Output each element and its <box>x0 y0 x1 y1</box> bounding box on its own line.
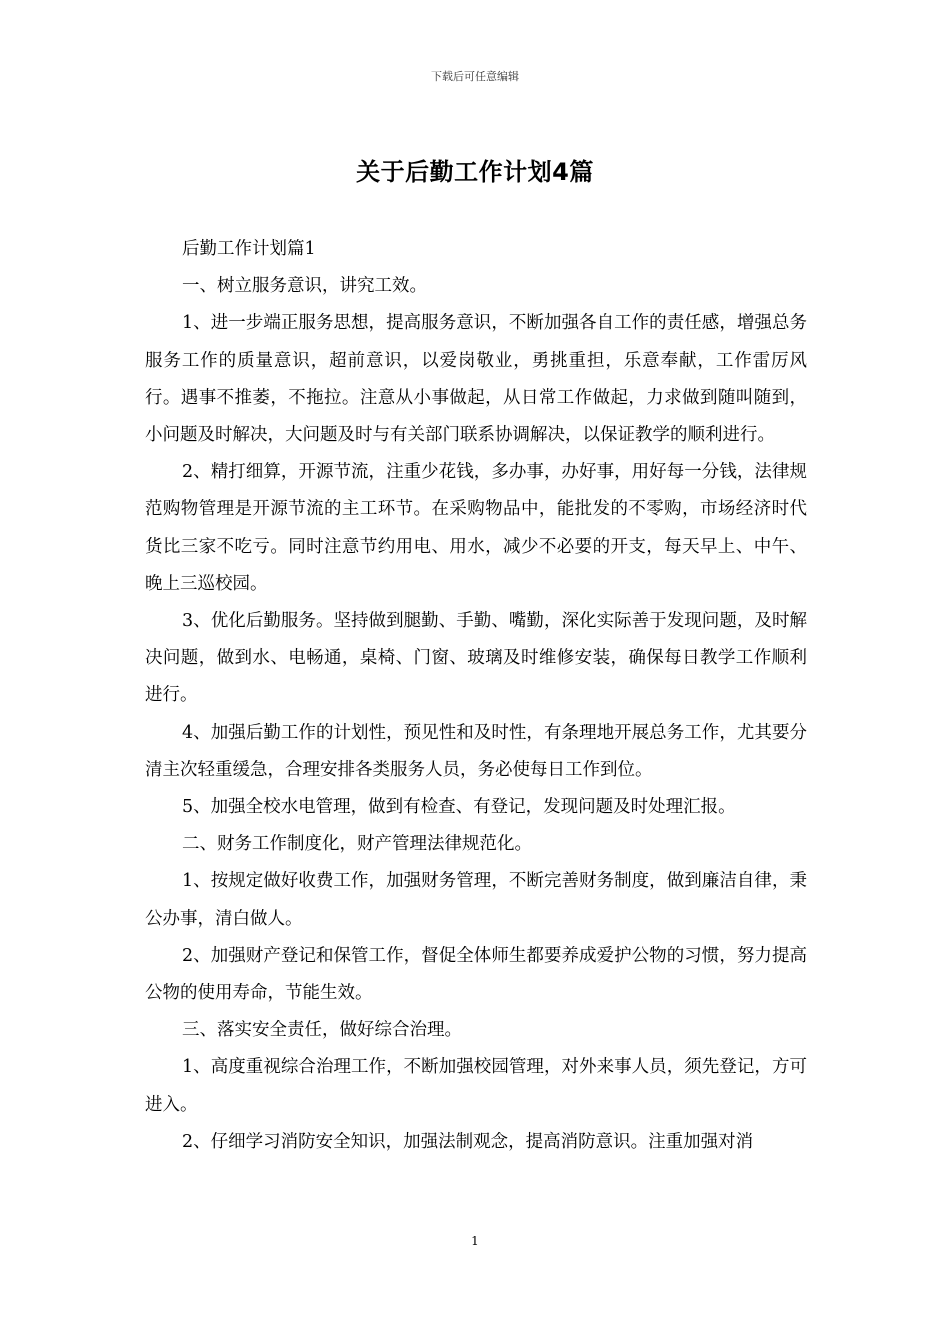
paragraph: 2、仔细学习消防安全知识，加强法制观念，提高消防意识。注重加强对消 <box>182 1131 754 1152</box>
paragraph: 3、优化后勤服务。坚持做到腿勤、手勤、嘴勤，深化实际善于发现问题，及时解决问题，做到水、电畅通，桌椅、门窗、玻璃及时维修安装，确保每日教学工作顺利进行。 <box>145 611 807 706</box>
header-note: 下载后可任意编辑 <box>431 70 519 83</box>
document-body <box>145 231 807 1161</box>
paragraph: 2、加强财产登记和保管工作，督促全体师生都要养成爱护公物的习惯，努力提高公物的使用寿命，节能生效。 <box>145 945 807 1004</box>
page-number: 1 <box>471 1234 479 1248</box>
paragraph: 1、高度重视综合治理工作，不断加强校园管理，对外来事人员，须先登记，方可进入。 <box>145 1057 807 1115</box>
document-title: 关于后勤工作计划4篇 <box>356 158 594 186</box>
subsection-heading: 二、财务工作制度化，财产管理法律规范化。 <box>182 834 532 855</box>
subsection-heading: 一、树立服务意识，讲究工效。 <box>182 276 427 297</box>
paragraph: 1、按规定做好收费工作，加强财务管理，不断完善财务制度，做到廉洁自律，秉公办事，清白做人。 <box>145 871 807 929</box>
paragraph: 1、进一步端正服务思想，提高服务意识，不断加强各自工作的责任感，增强总务服务工作的质量意识，超前意识，以爱岗敬业，勇挑重担，乐意奉献，工作雷厉风行。遇事不推萎，不拖拉。注意从小事做起，从日常工作做起，力求做到随叫随到，小问题及时解决，大问题及时与有关部门联系协调解决，以保证教学的顺利进行。 <box>145 313 807 446</box>
section-heading: 后勤工作计划篇1 <box>182 239 316 259</box>
paragraph: 2、精打细算，开源节流，注重少花钱，多办事，办好事，用好每一分钱，法律规范购物管理是开源节流的主工环节。在采购物品中，能批发的不零购，市场经济时代货比三家不吃亏。同时注意节约用电、用水，减少不必要的开支，每天早上、中午、晚上三巡校园。 <box>145 462 807 594</box>
subsection-heading: 三、落实安全责任，做好综合治理。 <box>182 1020 462 1041</box>
paragraph: 5、加强全校水电管理，做到有检查、有登记，发现问题及时处理汇报。 <box>182 797 736 818</box>
paragraph: 4、加强后勤工作的计划性，预见性和及时性，有条理地开展总务工作，尤其要分清主次轻重缓急，合理安排各类服务人员，务必使每日工作到位。 <box>145 722 807 780</box>
